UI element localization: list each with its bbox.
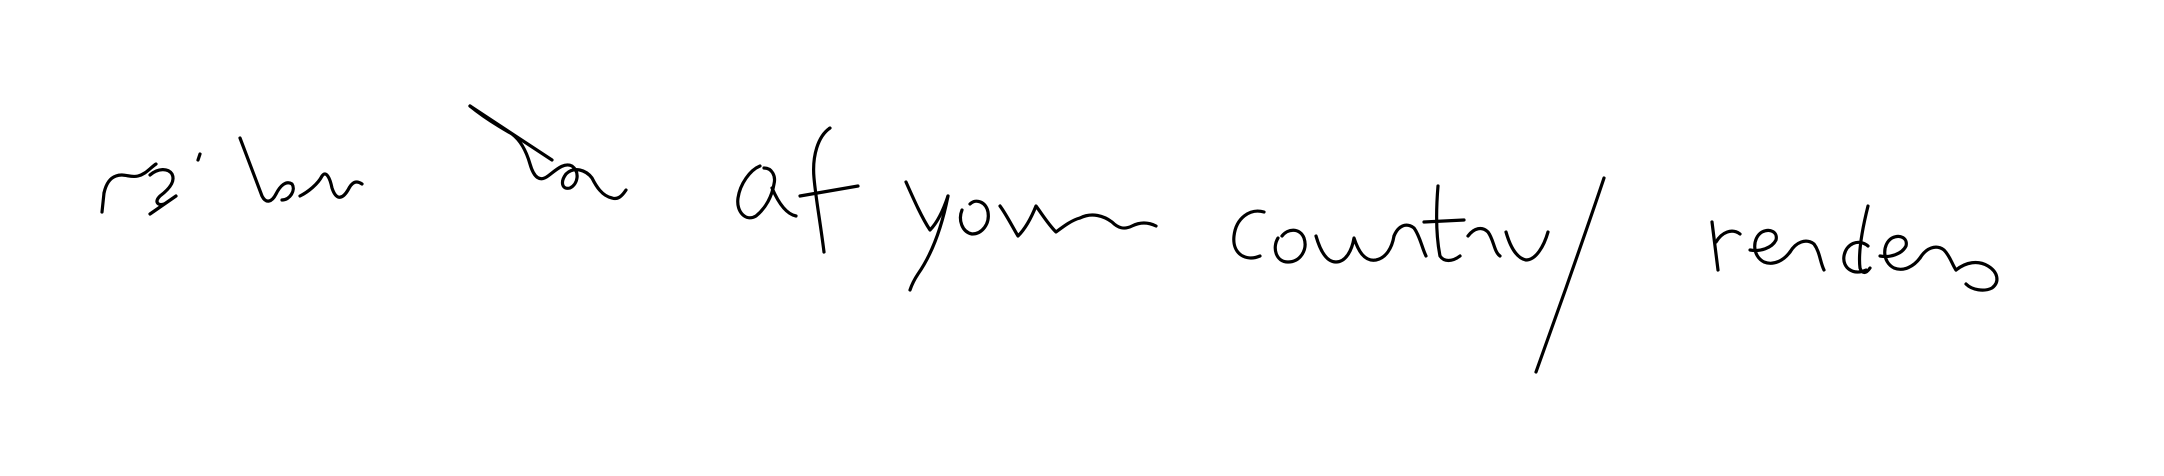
handwritten-word-3 [906, 182, 1156, 290]
handwritten-word-4 [1234, 178, 1604, 372]
handwritten-word-5 [1712, 206, 1997, 290]
handwritten-word-2 [738, 128, 858, 252]
handwritten-word-1 [102, 106, 626, 214]
